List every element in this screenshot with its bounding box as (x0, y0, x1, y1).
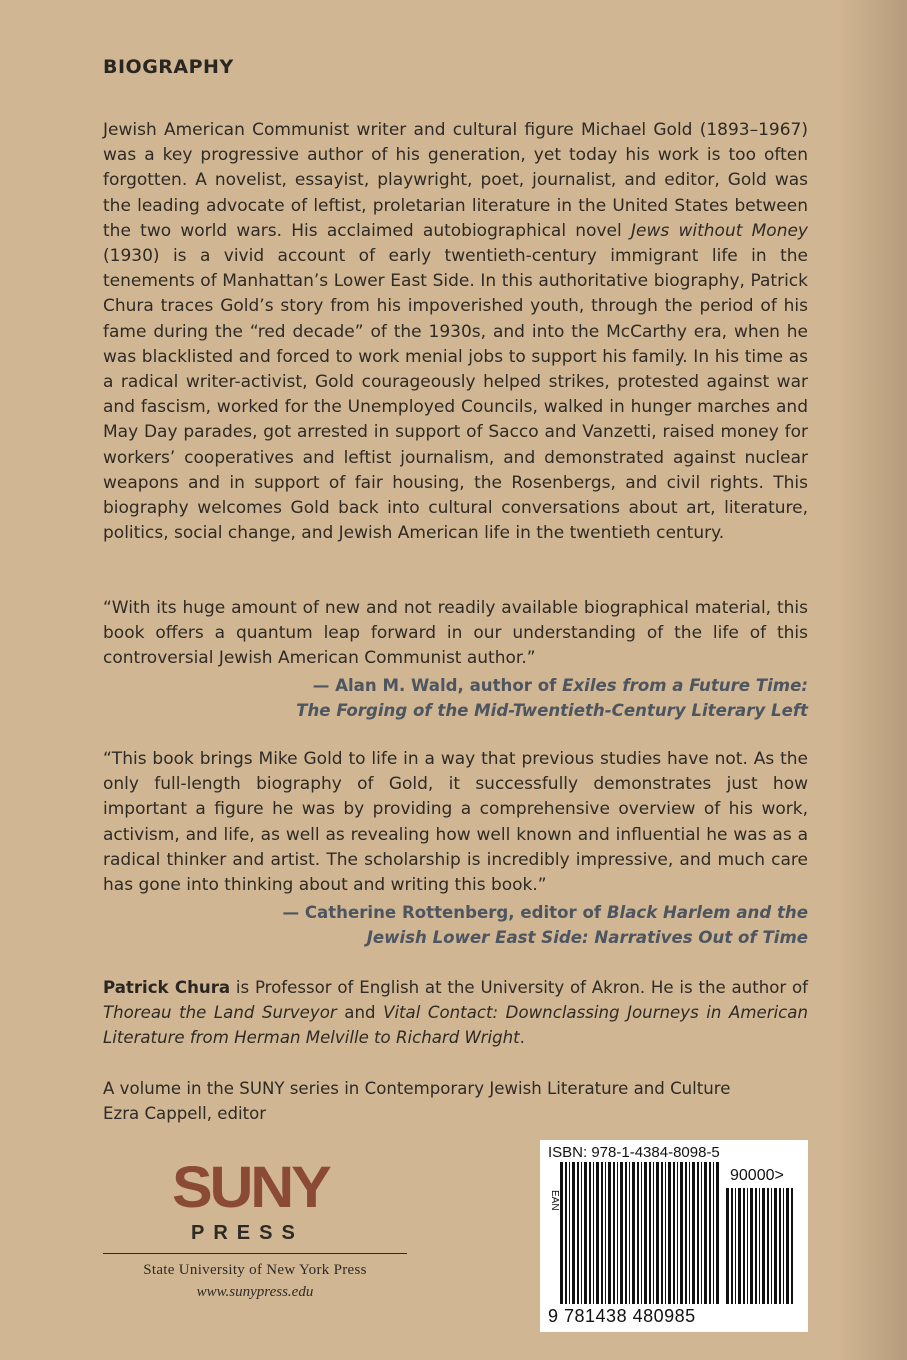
barcode-bar (673, 1162, 675, 1304)
attribution-title-2a: Black Harlem and the (606, 903, 808, 922)
attribution-title-1b: The Forging of the Mid-Twentieth-Century Literary Left (296, 701, 808, 721)
barcode-bar (759, 1188, 760, 1304)
barcode-bar (713, 1162, 714, 1304)
series-editor: Ezra Cappell, editor (103, 1104, 267, 1124)
attribution-title-1a: Exiles from a Future Time: (562, 676, 808, 695)
author-bio-text-1: is Professor of English at the University of Akron. He is the author of (230, 978, 808, 997)
barcode-bar (661, 1162, 663, 1304)
addon-barcode-bars (726, 1188, 796, 1304)
barcode-bar (677, 1162, 678, 1304)
barcode-bar (750, 1188, 753, 1304)
barcode-bar (589, 1162, 591, 1304)
barcode-bar (625, 1162, 627, 1304)
barcode-bar (649, 1162, 651, 1304)
logo-divider (103, 1253, 407, 1254)
barcode-bar (689, 1162, 690, 1304)
barcode-bars (560, 1162, 720, 1304)
suny-logo: SUNY (172, 1155, 329, 1220)
barcode-bar (560, 1162, 563, 1304)
author-name: Patrick Chura (103, 978, 231, 997)
author-bio-text-2: and (336, 1003, 384, 1023)
barcode-bar (572, 1162, 575, 1304)
barcode-bar (786, 1188, 789, 1304)
barcode-bar (665, 1162, 666, 1304)
barcode-bar (617, 1162, 618, 1304)
barcode-bar (641, 1162, 642, 1304)
barcode-bar (731, 1188, 733, 1304)
series-note (103, 1076, 808, 1126)
barcode-bar (581, 1162, 582, 1304)
barcode-bar (755, 1188, 757, 1304)
barcode-bar (735, 1188, 736, 1304)
barcode-bar (644, 1162, 647, 1304)
description-part-1: Jewish American Communist writer and cultural figure Michael Gold (1893–1967) was a key progressive author of his generation, yet today his work is too often forgotten. A novelist, essayist, playwright, poet, journalist, and editor, Gold was the leading advocate of leftist, proletarian literature in the United States between the two world wars. His acclaimed autobiographical novel (103, 120, 808, 241)
isbn-barcode (540, 1140, 808, 1332)
barcode-bar (565, 1162, 567, 1304)
barcode-bar (680, 1162, 683, 1304)
barcode-bar (593, 1162, 594, 1304)
barcode-bar (613, 1162, 615, 1304)
barcode-bar (608, 1162, 611, 1304)
spine-shadow (837, 0, 907, 1360)
barcode-bar (668, 1162, 671, 1304)
barcode-bar (779, 1188, 781, 1304)
barcode-bar (709, 1162, 711, 1304)
attribution-prefix-1: — Alan M. Wald, author of (312, 676, 563, 695)
barcode-bar (697, 1162, 699, 1304)
barcode-bar (767, 1188, 769, 1304)
barcode-bar (620, 1162, 623, 1304)
barcode-bar (596, 1162, 599, 1304)
barcode-bar (783, 1188, 784, 1304)
barcode-bar (747, 1188, 748, 1304)
barcode-bar (637, 1162, 639, 1304)
barcode-bar (791, 1188, 793, 1304)
price-code: 90000> (730, 1167, 784, 1184)
barcode-bar (704, 1162, 707, 1304)
review-attribution-2 (208, 900, 808, 950)
press-wordmark: PRESS (191, 1222, 304, 1244)
author-bio (103, 975, 808, 1051)
barcode-bar (584, 1162, 587, 1304)
barcode-number: 9 781438 480985 (548, 1306, 696, 1326)
barcode-bar (726, 1188, 729, 1304)
section-heading: BIOGRAPHY (103, 56, 234, 78)
attribution-title-2b: Jewish Lower East Side: Narratives Out of Time (366, 928, 808, 948)
barcode-bar (569, 1162, 570, 1304)
barcode-bar (632, 1162, 635, 1304)
barcode-bar (771, 1188, 772, 1304)
publisher-url: www.sunypress.edu (196, 1284, 314, 1300)
author-book-1: Thoreau the Land Surveyor (103, 1003, 337, 1023)
barcode-bar (743, 1188, 745, 1304)
novel-title: Jews without Money (630, 220, 808, 241)
barcode-bar (701, 1162, 702, 1304)
ean-label: EAN (549, 1190, 560, 1211)
attribution-prefix-2: — Catherine Rottenberg, editor of (282, 903, 607, 922)
barcode-bar (738, 1188, 741, 1304)
barcode-bar (601, 1162, 603, 1304)
book-description (103, 118, 808, 546)
review-attribution-1 (208, 673, 808, 723)
description-part-2: (1930) is a vivid account of early twentieth-century immigrant life in the tenements of Manhattan’s Lower East Side. In this authoritative biography, Patrick Chura traces Gold’s story from his impoverished youth, through the period of his fame during the “red decade” of the 1930s, and into the McCarthy era, when he was blacklisted and forced to work menial jobs to support his family. In his time as a radical writer-activist, Gold courageously helped strikes, protested against war and fascism, worked for the Unemployed Councils, walked in hunger marches and May Day parades, got arrested in support of Sacco and Vanzetti, raised money for workers’ cooperatives and leftist journalism, and demonstrated against nuclear weapons and in support of fair housing, the Rosenbergs, and civil rights. This biography welcomes Gold back into cultural conversations about art, literature, politics, social change, and Jewish American life in the twentieth century. (103, 246, 808, 544)
barcode-bar (629, 1162, 630, 1304)
isbn-label: ISBN: 978-1-4384-8098-5 (548, 1144, 720, 1161)
barcode-bar (716, 1162, 719, 1304)
barcode-bar (774, 1188, 777, 1304)
barcode-bar (605, 1162, 606, 1304)
barcode-bar (656, 1162, 659, 1304)
review-quote-1: “With its huge amount of new and not readily available biographical material, this book offers a quantum leap forward in our understanding of the life of this controversial Jewish American Communist author.” (103, 598, 808, 669)
barcode-bar (577, 1162, 579, 1304)
series-line: A volume in the SUNY series in Contemporary Jewish Literature and Culture (103, 1079, 731, 1098)
publisher-name (103, 1262, 407, 1279)
publisher-name-text: State University of New York Press (143, 1262, 367, 1278)
author-bio-text-3: . (519, 1028, 525, 1048)
barcode-bar (685, 1162, 687, 1304)
review-quote-2: “This book brings Mike Gold to life in a way that previous studies have not. As the only full-length biography of Gold, it successfully demonstrates just how important a figure he was by providing a comprehensive overview of his work, activism, and life, as well as revealing how well known and influential he was as a radical thinker and artist. The scholarship is incredibly impressive, and much care has gone into thinking about and writing this book.” (103, 749, 808, 896)
author-book-2: Vital Contact: Downclassing Journeys in American Literature from Herman Melville to Richard Wright (103, 1003, 808, 1048)
barcode-bar (653, 1162, 654, 1304)
barcode-bar (692, 1162, 695, 1304)
barcode-bar (762, 1188, 765, 1304)
